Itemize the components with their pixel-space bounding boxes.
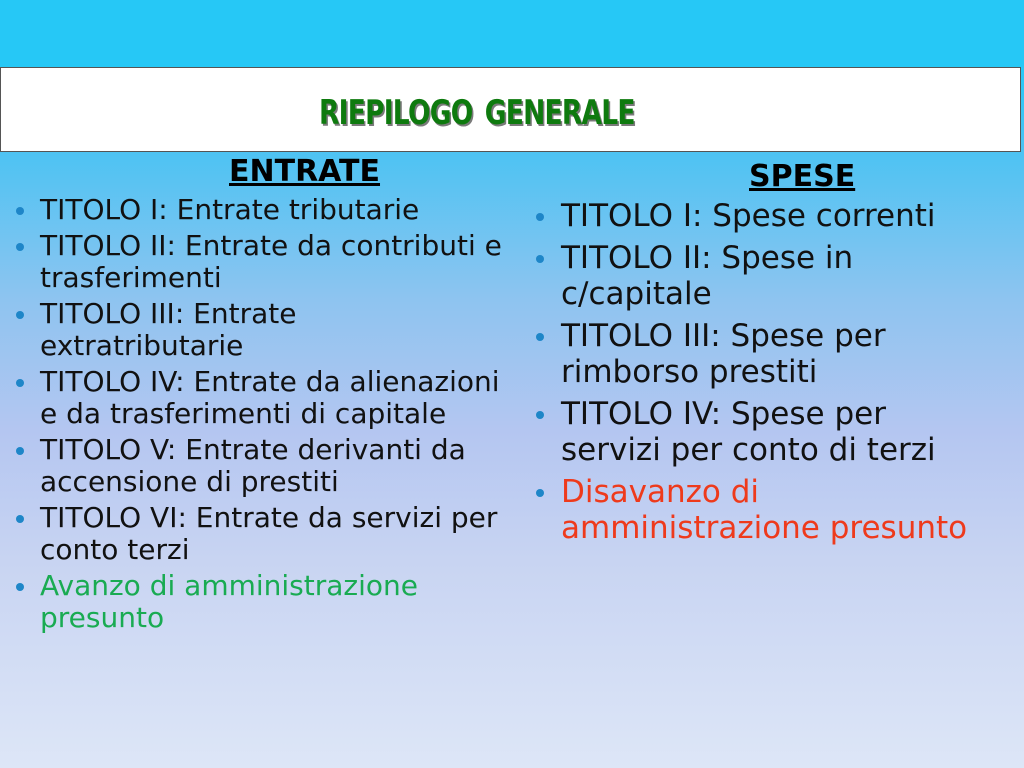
list-item [536, 396, 976, 469]
spese-item-text: TITOLO II: Spese in c/capitale [561, 239, 854, 312]
bullet-icon [16, 243, 24, 251]
title-banner [0, 67, 1021, 152]
disavanzo-text: Disavanzo di amministrazione presunto [561, 473, 968, 546]
bullet-icon [16, 379, 24, 387]
list-item-avanzo [16, 570, 506, 635]
spese-item-text: TITOLO IV: Spese per servizi per conto di terzi [561, 395, 936, 468]
list-item [536, 198, 976, 235]
bullet-icon [536, 411, 544, 419]
avanzo-text: Avanzo di amministrazione presunto [40, 568, 418, 634]
entrate-item-text: TITOLO VI: Entrate da servizi per conto terzi [40, 500, 498, 566]
bullet-icon [536, 213, 544, 221]
bullet-icon [16, 207, 24, 215]
spese-item-text: TITOLO I: Spese correnti [561, 198, 936, 234]
entrate-heading: ENTRATE [229, 154, 381, 189]
list-item [536, 318, 976, 391]
bullet-icon [16, 447, 24, 455]
bullet-icon [536, 489, 544, 497]
bullet-icon [16, 583, 24, 591]
list-item [16, 298, 506, 363]
list-item [536, 240, 976, 313]
bullet-icon [16, 515, 24, 523]
entrate-item-text: TITOLO V: Entrate derivanti da accensione di prestiti [40, 432, 466, 498]
spese-list [536, 198, 976, 552]
list-item [16, 230, 506, 295]
entrate-item-text: TITOLO II: Entrate da contributi e trasferimenti [40, 228, 502, 294]
entrate-item-text: TITOLO I: Entrate tributarie [40, 193, 420, 226]
entrate-list [16, 194, 506, 638]
bullet-icon [536, 333, 544, 341]
bullet-icon [16, 311, 24, 319]
list-item [16, 194, 506, 227]
list-item [16, 366, 506, 431]
list-item [16, 434, 506, 499]
entrate-item-text: TITOLO IV: Entrate da alienazioni e da trasferimenti di capitale [40, 364, 500, 430]
spese-heading: SPESE [749, 159, 856, 194]
entrate-item-text: TITOLO III: Entrate extratributarie [40, 296, 297, 362]
bullet-icon [536, 255, 544, 263]
list-item [16, 502, 506, 567]
list-item-disavanzo [536, 474, 976, 547]
spese-item-text: TITOLO III: Spese per rimborso prestiti [561, 317, 886, 390]
slide-title: riepilogo generale [319, 80, 635, 136]
